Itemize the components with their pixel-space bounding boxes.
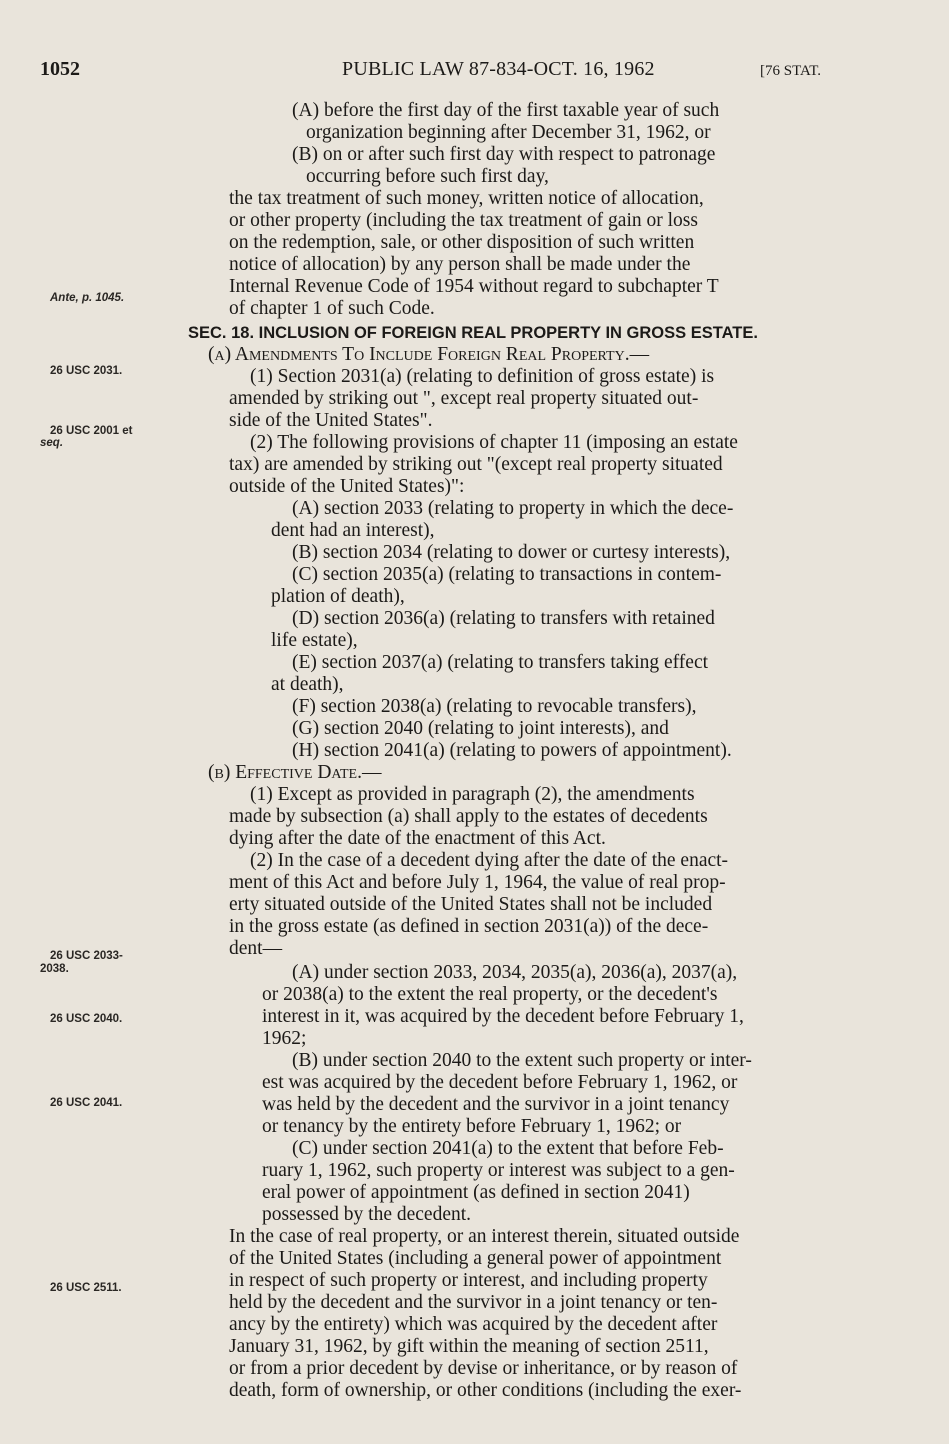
text-line: occurring before such first day,: [306, 166, 549, 187]
margin-note: 26 USC 2001 et: [50, 425, 133, 437]
text-line: notice of allocation) by any person shall be made under the: [229, 254, 691, 275]
text-line: (B) under section 2040 to the extent such property or inter-: [292, 1050, 752, 1071]
text-line: eral power of appointment (as defined in section 2041): [262, 1182, 690, 1203]
text-line: ancy by the entirety) which was acquired by the decedent after: [229, 1314, 718, 1335]
text-line: of chapter 1 of such Code.: [229, 298, 435, 319]
text-line: held by the decedent and the survivor in a joint tenancy or ten-: [229, 1292, 718, 1313]
text-line: amended by striking out ", except real property situated out-: [229, 388, 699, 409]
margin-note: 26 USC 2033-: [50, 950, 123, 962]
text-line: (2) The following provisions of chapter 11 (imposing an estate: [250, 432, 738, 453]
margin-note: 26 USC 2041.: [50, 1097, 123, 1109]
text-line: tax) are amended by striking out "(except real property situated: [229, 454, 723, 475]
text-line: (B) section 2034 (relating to dower or curtesy interests),: [292, 542, 731, 563]
text-line: was held by the decedent and the survivor in a joint tenancy: [262, 1094, 730, 1115]
subsection-heading: (b) Effective Date.—: [208, 762, 382, 783]
text-line: dying after the date of the enactment of this Act.: [229, 828, 606, 849]
text-line: (D) section 2036(a) (relating to transfers with retained: [292, 608, 715, 629]
text-line: plation of death),: [271, 586, 405, 607]
text-line: dent—: [229, 938, 283, 959]
statute-reference: [760, 58, 821, 81]
text-line: outside of the United States)":: [229, 476, 465, 497]
text-line: 1962;: [262, 1028, 307, 1049]
margin-note: seq.: [40, 437, 64, 449]
text-line: (H) section 2041(a) (relating to powers of appointment).: [292, 740, 732, 761]
text-line: possessed by the decedent.: [262, 1204, 472, 1225]
text-line: (A) under section 2033, 2034, 2035(a), 2036(a), 2037(a),: [292, 962, 738, 983]
text-line: (B) on or after such first day with respect to patronage: [292, 144, 716, 165]
text-line: (F) section 2038(a) (relating to revocable transfers),: [292, 696, 697, 717]
section-heading: SEC. 18. INCLUSION OF FOREIGN REAL PROPERTY IN GROSS ESTATE.: [188, 324, 758, 342]
text-line: (2) In the case of a decedent dying after the date of the enact-: [250, 850, 729, 871]
text-line: in respect of such property or interest, and including property: [229, 1270, 708, 1291]
text-line: or tenancy by the entirety before February 1, 1962; or: [262, 1116, 682, 1137]
text-line: (A) before the first day of the first taxable year of such: [292, 100, 720, 121]
text-line: or 2038(a) to the extent the real property, or the decedent's: [262, 984, 718, 1005]
text-line: January 31, 1962, by gift within the meaning of section 2511,: [229, 1336, 709, 1357]
statute-label: STAT.: [783, 63, 822, 79]
text-line: ruary 1, 1962, such property or interest was subject to a gen-: [262, 1160, 735, 1181]
running-title: PUBLIC LAW 87-834-OCT. 16, 1962: [342, 58, 655, 80]
text-line: ment of this Act and before July 1, 1964, the value of real prop-: [229, 872, 726, 893]
text-line: interest in it, was acquired by the decedent before February 1,: [262, 1006, 744, 1027]
statute-bracket: [76: [760, 63, 784, 79]
margin-note: 26 USC 2511.: [50, 1282, 122, 1294]
text-line: (E) section 2037(a) (relating to transfers taking effect: [292, 652, 709, 673]
text-line: on the redemption, sale, or other disposition of such written: [229, 232, 695, 253]
text-line: est was acquired by the decedent before February 1, 1962, or: [262, 1072, 738, 1093]
text-line: (1) Section 2031(a) (relating to definition of gross estate) is: [250, 366, 715, 387]
text-line: erty situated outside of the United States shall not be included: [229, 894, 713, 915]
margin-note: Ante, p. 1045.: [50, 292, 125, 304]
text-line: dent had an interest),: [271, 520, 435, 541]
page-number: 1052: [40, 58, 80, 80]
text-line: at death),: [271, 674, 344, 695]
text-line: the tax treatment of such money, written notice of allocation,: [229, 188, 704, 209]
subsection-heading: (a) Amendments To Include Foreign Real Property.—: [208, 344, 650, 365]
text-line: death, form of ownership, or other conditions (including the exer-: [229, 1380, 742, 1401]
text-line: (G) section 2040 (relating to joint interests), and: [292, 718, 669, 739]
margin-note: 2038.: [40, 963, 69, 975]
text-line: life estate),: [271, 630, 358, 651]
text-line: made by subsection (a) shall apply to the estates of decedents: [229, 806, 708, 827]
text-line: (1) Except as provided in paragraph (2), the amendments: [250, 784, 695, 805]
margin-note: 26 USC 2031.: [50, 365, 123, 377]
text-line: side of the United States".: [229, 410, 433, 431]
text-line: (A) section 2033 (relating to property in which the dece-: [292, 498, 734, 519]
text-line: Internal Revenue Code of 1954 without regard to subchapter T: [229, 276, 719, 297]
margin-note: 26 USC 2040.: [50, 1013, 123, 1025]
text-line: or from a prior decedent by devise or inheritance, or by reason of: [229, 1358, 738, 1379]
text-line: (C) under section 2041(a) to the extent that before Feb-: [292, 1138, 724, 1159]
text-line: organization beginning after December 31, 1962, or: [306, 122, 711, 143]
text-line: of the United States (including a general power of appointment: [229, 1248, 722, 1269]
text-line: or other property (including the tax treatment of gain or loss: [229, 210, 698, 231]
text-line: (C) section 2035(a) (relating to transactions in contem-: [292, 564, 722, 585]
text-line: In the case of real property, or an interest therein, situated outside: [229, 1226, 740, 1247]
text-line: in the gross estate (as defined in section 2031(a)) of the dece-: [229, 916, 709, 937]
